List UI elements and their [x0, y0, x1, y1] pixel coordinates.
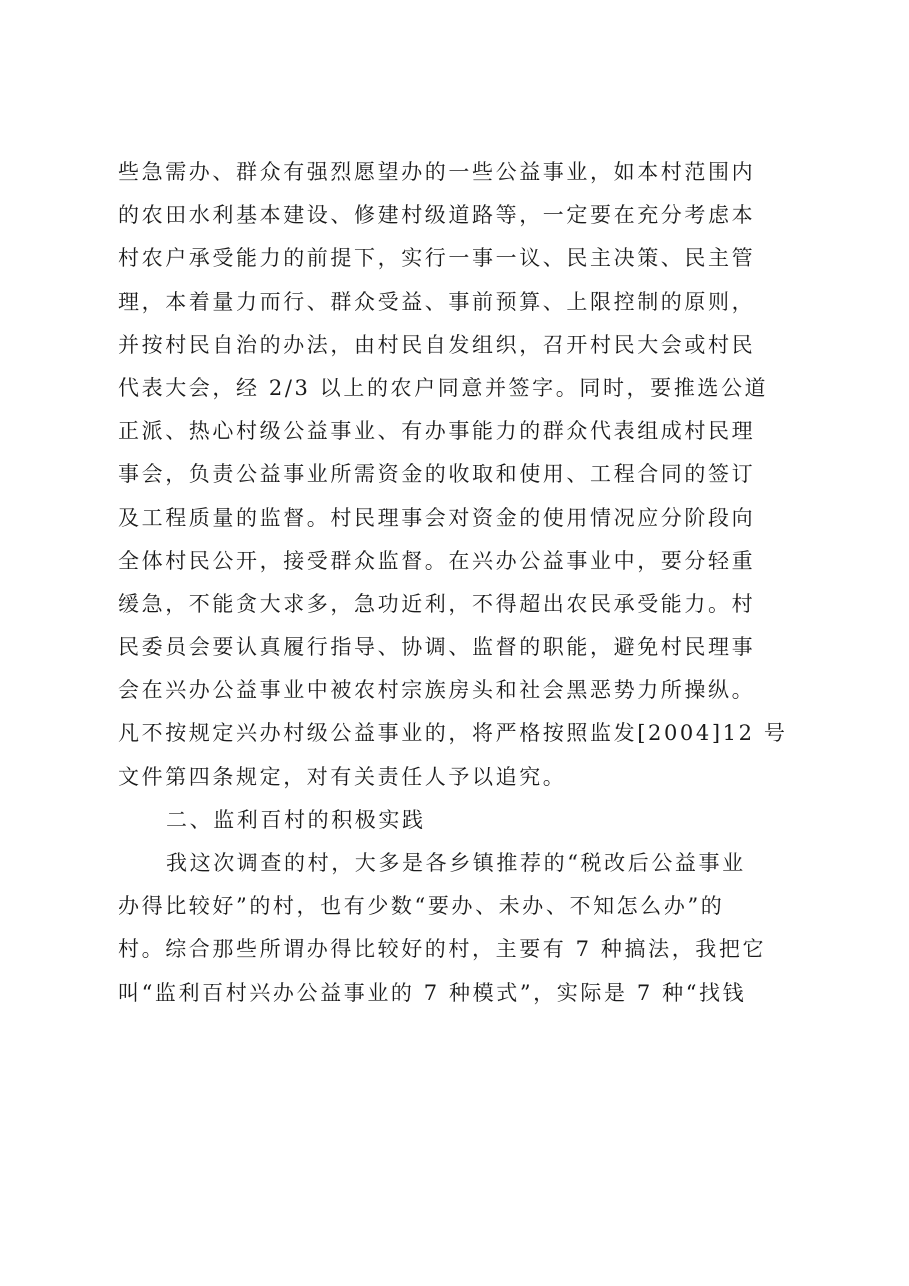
text-line: 事会，负责公益事业所需资金的收取和使用、工程合同的签订: [118, 462, 756, 487]
text-line: 民委员会要认真履行指导、协调、监督的职能，避免村民理事: [118, 635, 756, 660]
text-line: 并按村民自治的办法，由村民自发组织，召开村民大会或村民: [118, 332, 756, 357]
text-line: 会在兴办公益事业中被农村宗族房头和社会黑恶势力所操纵。: [118, 678, 756, 703]
text-line: 理，本着量力而行、群众受益、事前预算、上限控制的原则，: [118, 289, 756, 314]
section-heading: 二、监利百村的积极实践: [166, 807, 426, 832]
text-line: 代表大会，经 2/3 以上的农户同意并签字。同时，要推选公道: [118, 375, 769, 400]
text-line: 全体村民公开，接受群众监督。在兴办公益事业中，要分轻重: [118, 548, 756, 573]
text-line: 叫“监利百村兴办公益事业的 7 种模式”，实际是 7 种“找钱: [118, 980, 747, 1005]
text-line: 些急需办、群众有强烈愿望办的一些公益事业，如本村范围内: [118, 160, 756, 184]
paragraph-first-line: 我这次调查的村，大多是各乡镇推荐的“税改后公益事业: [166, 851, 746, 875]
text-line: 缓急，不能贪大求多，急功近利，不得超出农民承受能力。村: [118, 591, 756, 616]
text-line: 村。综合那些所谓办得比较好的村，主要有 7 种搞法，我把它: [118, 937, 767, 962]
text-line: 办得比较好”的村，也有少数“要办、未办、不知怎么办”的: [118, 894, 725, 919]
text-line: 及工程质量的监督。村民理事会对资金的使用情况应分阶段向: [118, 505, 756, 530]
text-line: 村农户承受能力的前提下，实行一事一议、民主决策、民主管: [118, 246, 756, 271]
text-line: 凡不按规定兴办村级公益事业的，将严格按照监发[2004]12 号: [118, 721, 788, 746]
text-line: 的农田水利基本建设、修建村级道路等，一定要在充分考虑本: [118, 203, 756, 228]
text-line: 正派、热心村级公益事业、有办事能力的群众代表组成村民理: [118, 419, 756, 444]
body-text: [118, 151, 818, 1015]
text-line: 文件第四条规定，对有关责任人予以追究。: [118, 764, 567, 789]
